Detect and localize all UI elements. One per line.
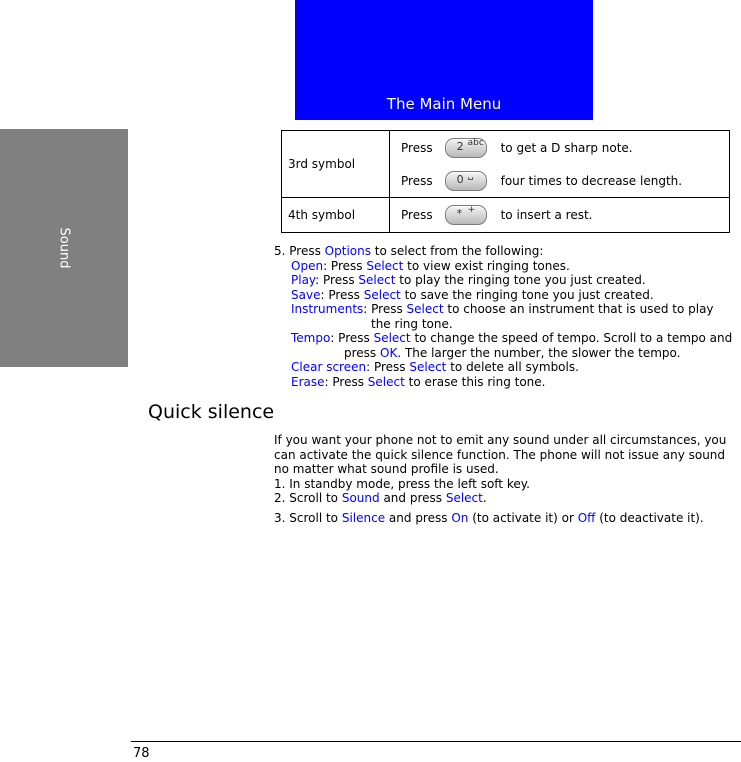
table-row [282, 198, 730, 233]
list-item: Erase: Press Select to erase this ring tone. [291, 374, 546, 389]
step-5-block [274, 244, 734, 389]
side-tab [0, 129, 128, 367]
press-label: Press [401, 208, 433, 222]
section-heading: Quick silence [148, 401, 275, 423]
list-item: Tempo: Press Select to change the speed of tempo. Scroll to a tempo and press OK. The larger the number, the slower the tempo. [291, 331, 733, 360]
instruction-line [401, 200, 729, 230]
list-item: Clear screen: Press Select to delete all symbols. [291, 360, 579, 374]
row-label: 4th symbol [282, 198, 390, 233]
header-banner [295, 0, 593, 120]
key-0-icon [445, 171, 487, 191]
key-main: 0 [456, 172, 464, 186]
list-item: Instruments: Press Select to choose an instrument that is used to play the ring tone. [291, 302, 714, 331]
table-row [282, 131, 730, 198]
key-sub: abc [467, 137, 484, 148]
key-2-icon [445, 138, 487, 158]
row-description [390, 131, 730, 198]
instruction-text: to get a D sharp note. [500, 140, 633, 155]
banner-title: The Main Menu [386, 95, 502, 113]
step-3: 3. Scroll to Silence and press On (to activate it) or Off (to deactivate it). [274, 510, 704, 525]
key-sub: + [467, 205, 476, 215]
key-sub: ␣ [467, 170, 474, 181]
symbols-table [281, 130, 730, 233]
list-item: Play: Press Select to play the ringing tone you just created. [291, 273, 646, 287]
key-main: 2 [456, 139, 464, 153]
key-star-icon [445, 205, 487, 225]
step-1: 1. In standby mode, press the left soft key. [274, 476, 530, 491]
instruction-text: four times to decrease length. [500, 173, 683, 188]
quick-silence-block [274, 433, 738, 525]
press-label: Press [401, 140, 433, 155]
key-main: * [456, 207, 463, 220]
quick-silence-paragraph: If you want your phone not to emit any sound under all circumstances, you can activate the quick silence function. The phone will not issue any sound no matter what sound profile is used. [274, 433, 727, 476]
list-item: Save: Press Select to save the ringing tone you just created. [291, 287, 654, 302]
row-description [390, 198, 730, 233]
instruction-line [401, 164, 729, 197]
page-number: 78 [133, 746, 150, 761]
step-2: 2. Scroll to Sound and press Select. [274, 491, 487, 505]
footer-divider [131, 741, 741, 742]
row-label: 3rd symbol [282, 131, 390, 198]
instruction-line [401, 131, 729, 164]
press-label: Press [401, 173, 433, 188]
options-link[interactable]: Options [324, 244, 371, 258]
step-5-intro: 5. Press Options to select from the following: [274, 244, 544, 258]
list-item: Open: Press Select to view exist ringing tones. [291, 258, 570, 273]
side-tab-label: Sound [56, 227, 72, 269]
instruction-text: to insert a rest. [500, 208, 593, 222]
